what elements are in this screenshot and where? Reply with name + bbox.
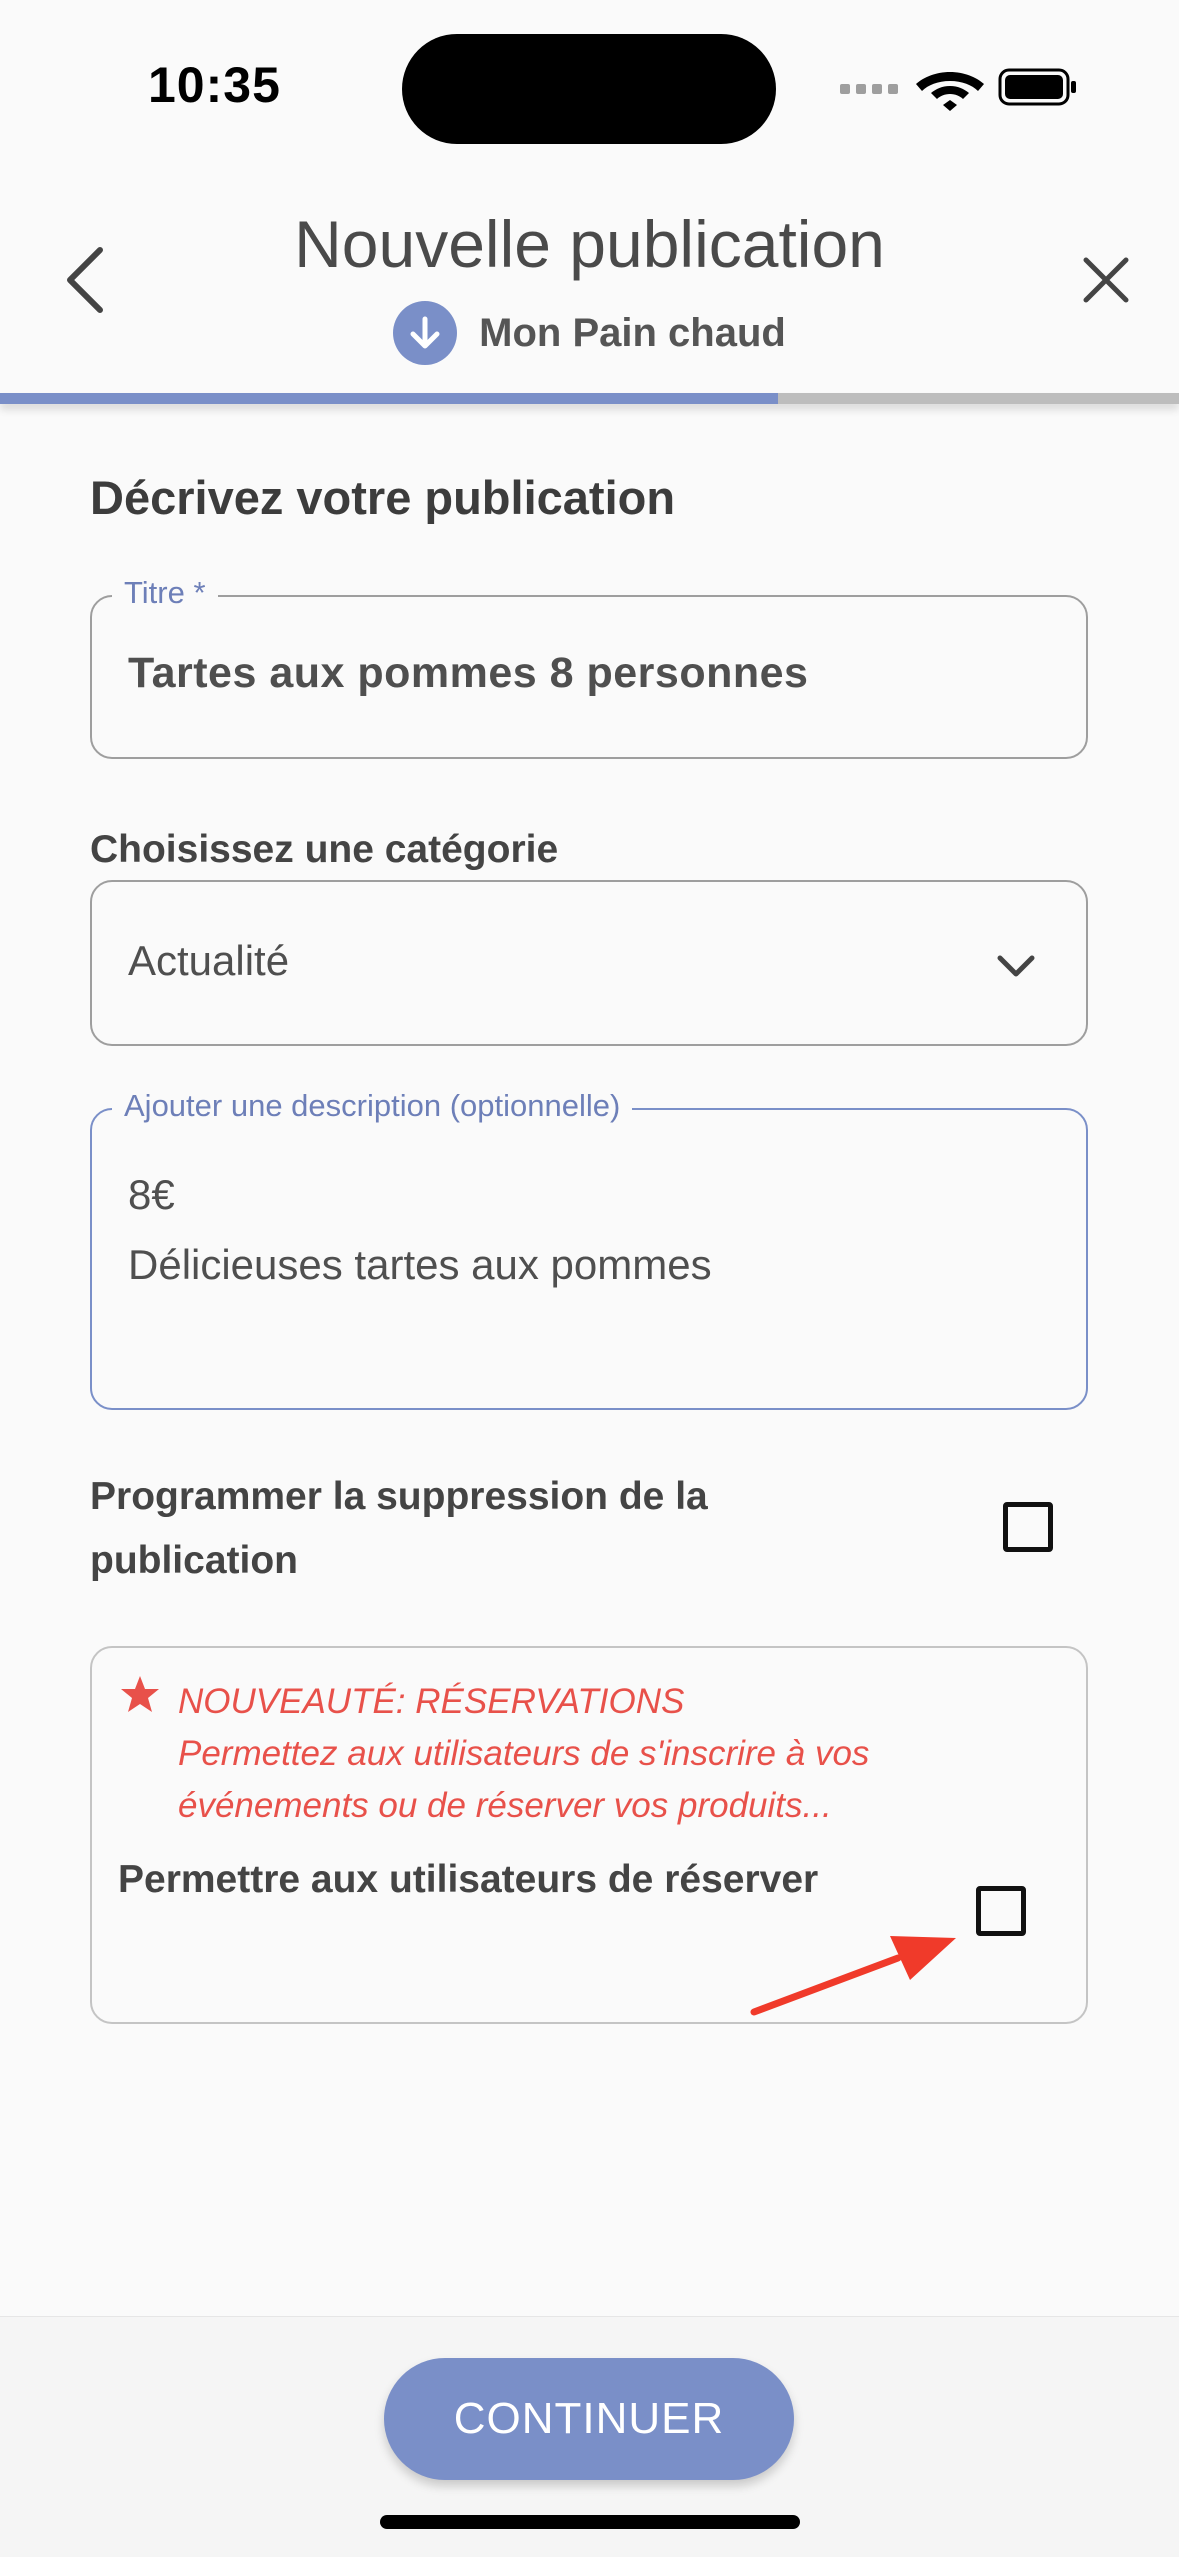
battery-icon — [1000, 70, 1076, 104]
chevron-down-icon — [994, 944, 1038, 988]
status-time: 10:35 — [148, 57, 281, 113]
star-icon — [120, 1674, 160, 1714]
wifi-icon — [916, 72, 984, 111]
progress-bar-fill — [0, 393, 778, 404]
status-icons — [840, 62, 1080, 112]
store-subtitle — [0, 302, 1179, 364]
annotation-arrow-icon — [748, 1920, 968, 2020]
allow-reservations-label: Permettre aux utilisateurs de réserver — [118, 1858, 819, 1901]
close-icon[interactable] — [1078, 252, 1134, 308]
reservations-promo-text: NOUVEAUTÉ: RÉSERVATIONS Permettez aux utilisateurs de s'inscrire à vos événements ou de réserver vos produits... — [178, 1682, 870, 1825]
category-select[interactable] — [90, 880, 1088, 1046]
category-label: Choisissez une catégorie — [90, 828, 559, 871]
schedule-deletion-label: Programmer la suppression de la publication — [90, 1475, 708, 1582]
cellular-signal-icon — [840, 84, 898, 94]
page-title: Nouvelle publication — [294, 207, 885, 281]
description-label: Ajouter une description (optionnelle) — [112, 1088, 632, 1124]
title-input-value[interactable]: Tartes aux pommes 8 personnes — [128, 649, 809, 697]
allow-reservations-checkbox[interactable] — [976, 1886, 1026, 1936]
continue-button[interactable]: CONTINUER — [384, 2358, 794, 2480]
store-name: Mon Pain chaud — [479, 310, 786, 355]
title-input-label: Titre * — [112, 575, 218, 611]
home-indicator — [380, 2515, 800, 2529]
title-input[interactable] — [90, 575, 1088, 759]
section-title: Décrivez votre publication — [90, 471, 676, 524]
description-value[interactable]: 8€ Délicieuses tartes aux pommes — [128, 1171, 712, 1288]
download-arrow-icon — [393, 301, 457, 365]
progress-bar — [0, 393, 1179, 404]
category-select-value: Actualité — [128, 937, 290, 984]
schedule-deletion-checkbox[interactable] — [1003, 1502, 1053, 1552]
description-textarea[interactable] — [90, 1088, 1088, 1410]
dynamic-island — [402, 34, 776, 144]
